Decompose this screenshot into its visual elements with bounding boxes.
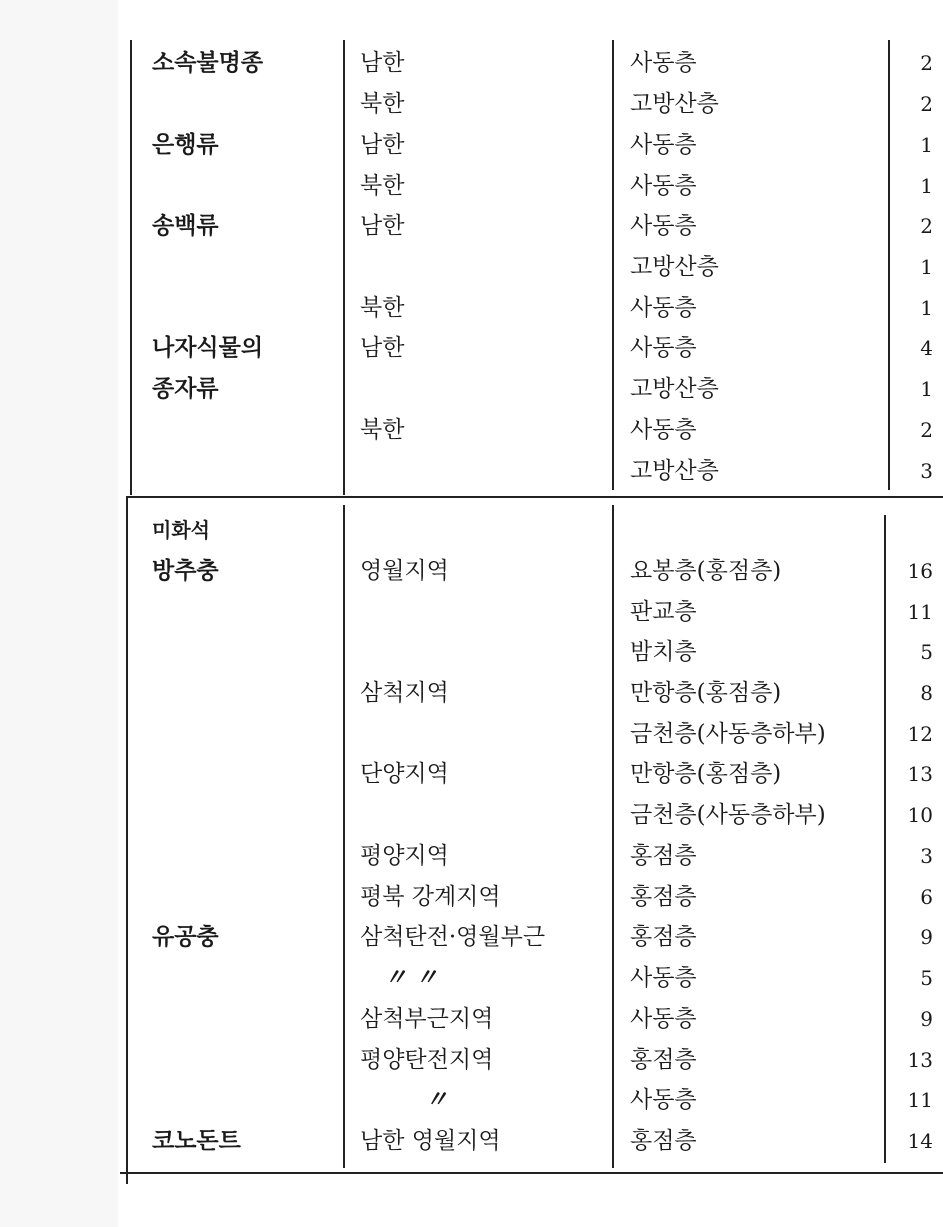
group-cell: 유공충 <box>152 923 219 950</box>
table-row <box>0 877 943 917</box>
layer-cell: 홍점층 <box>630 1128 697 1154</box>
count-cell: 3 <box>920 459 933 483</box>
layer-cell: 홍점층 <box>630 884 697 910</box>
table-row <box>0 551 943 591</box>
region-cell: 평양탄전지역 <box>360 1047 494 1073</box>
layer-cell: 홍점층 <box>630 843 697 869</box>
region-cell: 남한 <box>360 50 405 76</box>
count-cell: 1 <box>920 174 933 198</box>
layer-cell: 사동층 <box>630 1087 697 1113</box>
region-cell: 남한 <box>360 213 405 239</box>
count-cell: 13 <box>907 1048 933 1072</box>
layer-cell: 밤치층 <box>630 639 697 665</box>
layer-cell: 고방산층 <box>630 254 719 280</box>
layer-cell: 고방산층 <box>630 376 719 402</box>
table-row <box>0 1040 943 1080</box>
layer-cell: 고방산층 <box>630 458 719 484</box>
layer-cell: 사동층 <box>630 965 697 991</box>
count-cell: 10 <box>907 803 933 827</box>
table-row <box>0 206 943 246</box>
table-row <box>0 410 943 450</box>
layer-cell: 사동층 <box>630 295 697 321</box>
table-row <box>0 795 943 835</box>
layer-cell: 사동층 <box>630 417 697 443</box>
region-cell: 북한 <box>360 295 405 321</box>
region-cell: 평북 강계지역 <box>360 884 501 910</box>
region-cell: 평양지역 <box>360 843 449 869</box>
table-row <box>0 288 943 328</box>
count-cell: 2 <box>920 214 933 238</box>
layer-cell: 사동층 <box>630 335 697 361</box>
table-row <box>0 1121 943 1161</box>
table-row <box>0 632 943 672</box>
table-row <box>0 451 943 491</box>
table-row <box>0 592 943 632</box>
count-cell: 1 <box>920 377 933 401</box>
count-cell: 4 <box>920 336 933 360</box>
region-cell: 남한 <box>360 132 405 158</box>
group-cell: 코노돈트 <box>152 1127 241 1154</box>
layer-cell: 판교층 <box>630 599 697 625</box>
count-cell: 9 <box>920 1007 933 1031</box>
layer-cell: 만항층(홍점층) <box>630 761 782 787</box>
table-row <box>0 999 943 1039</box>
layer-cell: 요봉층(홍점층) <box>630 558 782 584</box>
layer-cell: 금천층(사동층하부) <box>630 802 826 828</box>
layer-cell: 사동층 <box>630 173 697 199</box>
count-cell: 1 <box>920 133 933 157</box>
count-cell: 6 <box>920 885 933 909</box>
count-cell: 5 <box>920 640 933 664</box>
region-cell: 삼척탄전·영월부근 <box>360 924 546 950</box>
count-cell: 11 <box>907 600 933 624</box>
region-cell: 북한 <box>360 91 405 117</box>
ditto-mark-cell: 〃 <box>425 1086 448 1113</box>
table-row <box>0 714 943 754</box>
region-cell: 남한 <box>360 335 405 361</box>
count-cell: 13 <box>907 762 933 786</box>
count-cell: 16 <box>907 559 933 583</box>
region-cell: 영월지역 <box>360 558 449 584</box>
count-cell: 1 <box>920 296 933 320</box>
group-cell: 미화석 <box>152 518 210 542</box>
table-row <box>0 328 943 368</box>
count-cell: 8 <box>920 681 933 705</box>
table-row <box>0 510 943 550</box>
region-cell: 단양지역 <box>360 761 449 787</box>
layer-cell: 금천층(사동층하부) <box>630 721 826 747</box>
count-cell: 3 <box>920 844 933 868</box>
count-cell: 1 <box>920 255 933 279</box>
table-bottom-line <box>120 1172 943 1174</box>
count-cell: 12 <box>907 722 933 746</box>
table-row <box>0 166 943 206</box>
table-row <box>0 917 943 957</box>
section-separator-line <box>126 496 943 498</box>
region-cell: 삼척부근지역 <box>360 1006 494 1032</box>
region-cell: 북한 <box>360 417 405 443</box>
count-cell: 5 <box>920 966 933 990</box>
table-row <box>0 247 943 287</box>
count-cell: 2 <box>920 51 933 75</box>
layer-cell: 사동층 <box>630 50 697 76</box>
group-cell: 송백류 <box>152 212 219 239</box>
region-cell: 북한 <box>360 173 405 199</box>
table-row <box>0 673 943 713</box>
ditto-mark-cell: 〃 〃 <box>384 964 439 991</box>
count-cell: 2 <box>920 418 933 442</box>
layer-cell: 홍점층 <box>630 1047 697 1073</box>
table-row <box>0 958 943 998</box>
table-row <box>0 43 943 83</box>
layer-cell: 고방산층 <box>630 91 719 117</box>
table-row <box>0 369 943 409</box>
group-cell: 종자류 <box>152 375 219 402</box>
group-cell: 방추충 <box>152 557 219 584</box>
count-cell: 2 <box>920 92 933 116</box>
layer-cell: 사동층 <box>630 132 697 158</box>
table-row <box>0 754 943 794</box>
count-cell: 9 <box>920 925 933 949</box>
layer-cell: 홍점층 <box>630 924 697 950</box>
region-cell: 남한 영월지역 <box>360 1128 501 1154</box>
table-row <box>0 1080 943 1120</box>
table-row <box>0 836 943 876</box>
layer-cell: 사동층 <box>630 1006 697 1032</box>
count-cell: 11 <box>907 1088 933 1112</box>
table-row <box>0 84 943 124</box>
group-cell: 은행류 <box>152 131 219 158</box>
layer-cell: 만항층(홍점층) <box>630 680 782 706</box>
group-cell: 나자식물의 <box>152 334 264 361</box>
table-row <box>0 125 943 165</box>
layer-cell: 사동층 <box>630 213 697 239</box>
group-cell: 소속불명종 <box>152 49 264 76</box>
count-cell: 14 <box>907 1129 933 1153</box>
region-cell: 삼척지역 <box>360 680 449 706</box>
